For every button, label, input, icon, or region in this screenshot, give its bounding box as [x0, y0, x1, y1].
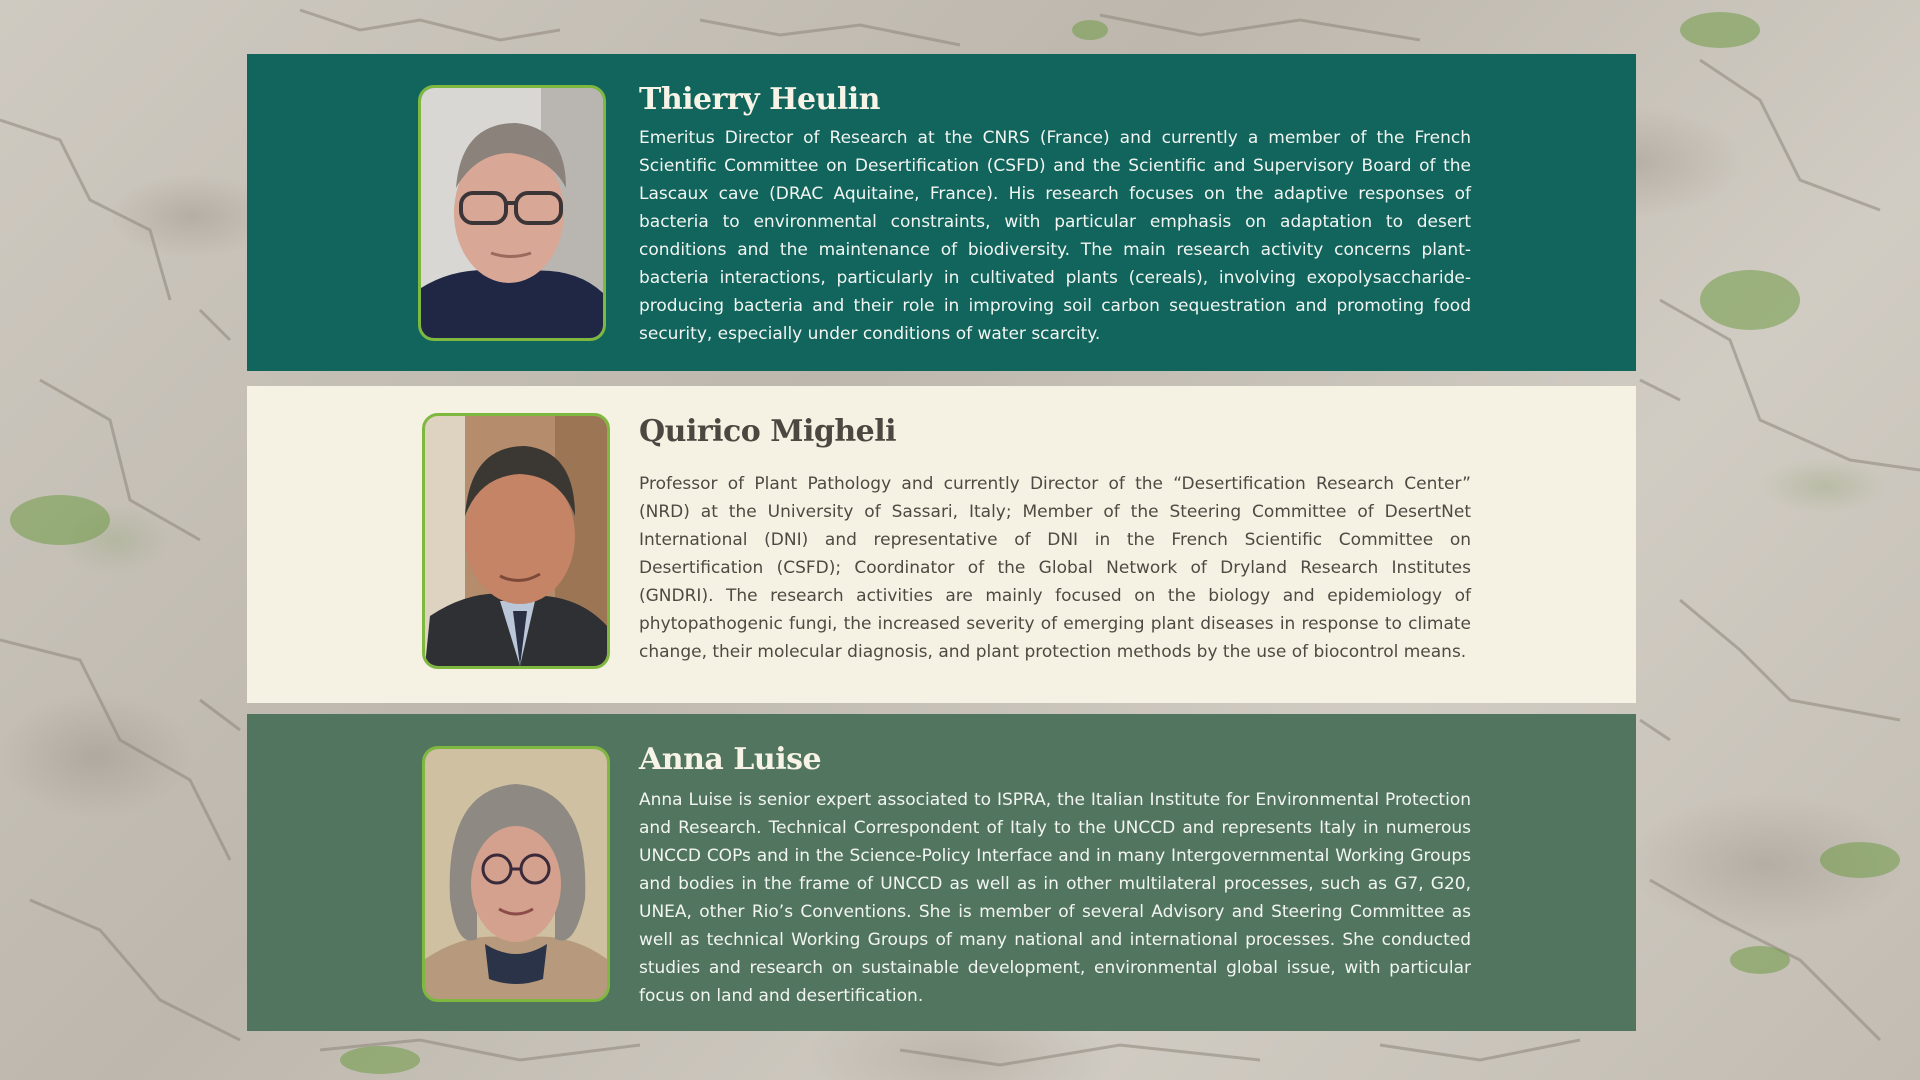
person-bio: Emeritus Director of Research at the CNRS (France) and currently a member of the French Scientific Committee on Desertification (CSFD) and the Scientific and Supervisory Board of the Lascaux cave (DRAC Aquitaine, France). His research focuses on the adaptive responses of bacteria to environmental constraints, with particular emphasis on adaptation to desert conditions and the maintenance of biodiversity. The main research activity concerns plant-bacteria interactions, particularly in cultivated plants (cereals), involving exopolysaccharide-producing bacteria and their role in improving soil carbon sequestration and promoting food security, especially under conditions of water scarcity.	[639, 128, 1471, 344]
portrait-image	[425, 416, 607, 666]
profile-card-quirico-migheli	[247, 386, 1636, 703]
person-name: Thierry Heulin	[639, 82, 880, 117]
portrait-photo	[422, 746, 610, 1002]
person-bio: Anna Luise is senior expert associated to ISPRA, the Italian Institute for Environmental Protection and Research. Technical Correspondent of Italy to the UNCCD and represents Italy in numerous UNCCD COPs and in the Science-Policy Interface and in many Intergovernmental Working Groups and bodies in the frame of UNCCD as well as in other multilateral processes, such as G7, G20, UNEA, other Rio’s Conventions. She is member of several Advisory and Steering Committee as well as technical Working Groups of many national and international processes. She conducted studies and research on sustainable development, environmental global issue, with particular focus on land and desertification.	[639, 790, 1471, 1006]
portrait-image	[421, 88, 603, 338]
person-name: Quirico Migheli	[639, 414, 897, 449]
portrait-image	[425, 749, 607, 999]
person-name: Anna Luise	[639, 742, 822, 777]
portrait-photo	[418, 85, 606, 341]
person-bio: Professor of Plant Pathology and currently Director of the “Desertification Research Center” (NRD) at the University of Sassari, Italy; Member of the Steering Committee of DesertNet International (DNI) and representative of DNI in the French Scientific Committee on Desertification (CSFD); Coordinator of the Global Network of Dryland Research Institutes (GNDRI). The research activities are mainly focused on the biology and epidemiology of phytopathogenic fungi, the increased severity of emerging plant diseases in response to climate change, their molecular diagnosis, and plant protection methods by the use of biocontrol means.	[639, 474, 1471, 662]
profile-card-thierry-heulin	[247, 54, 1636, 371]
profile-card-anna-luise	[247, 714, 1636, 1031]
portrait-photo	[422, 413, 610, 669]
